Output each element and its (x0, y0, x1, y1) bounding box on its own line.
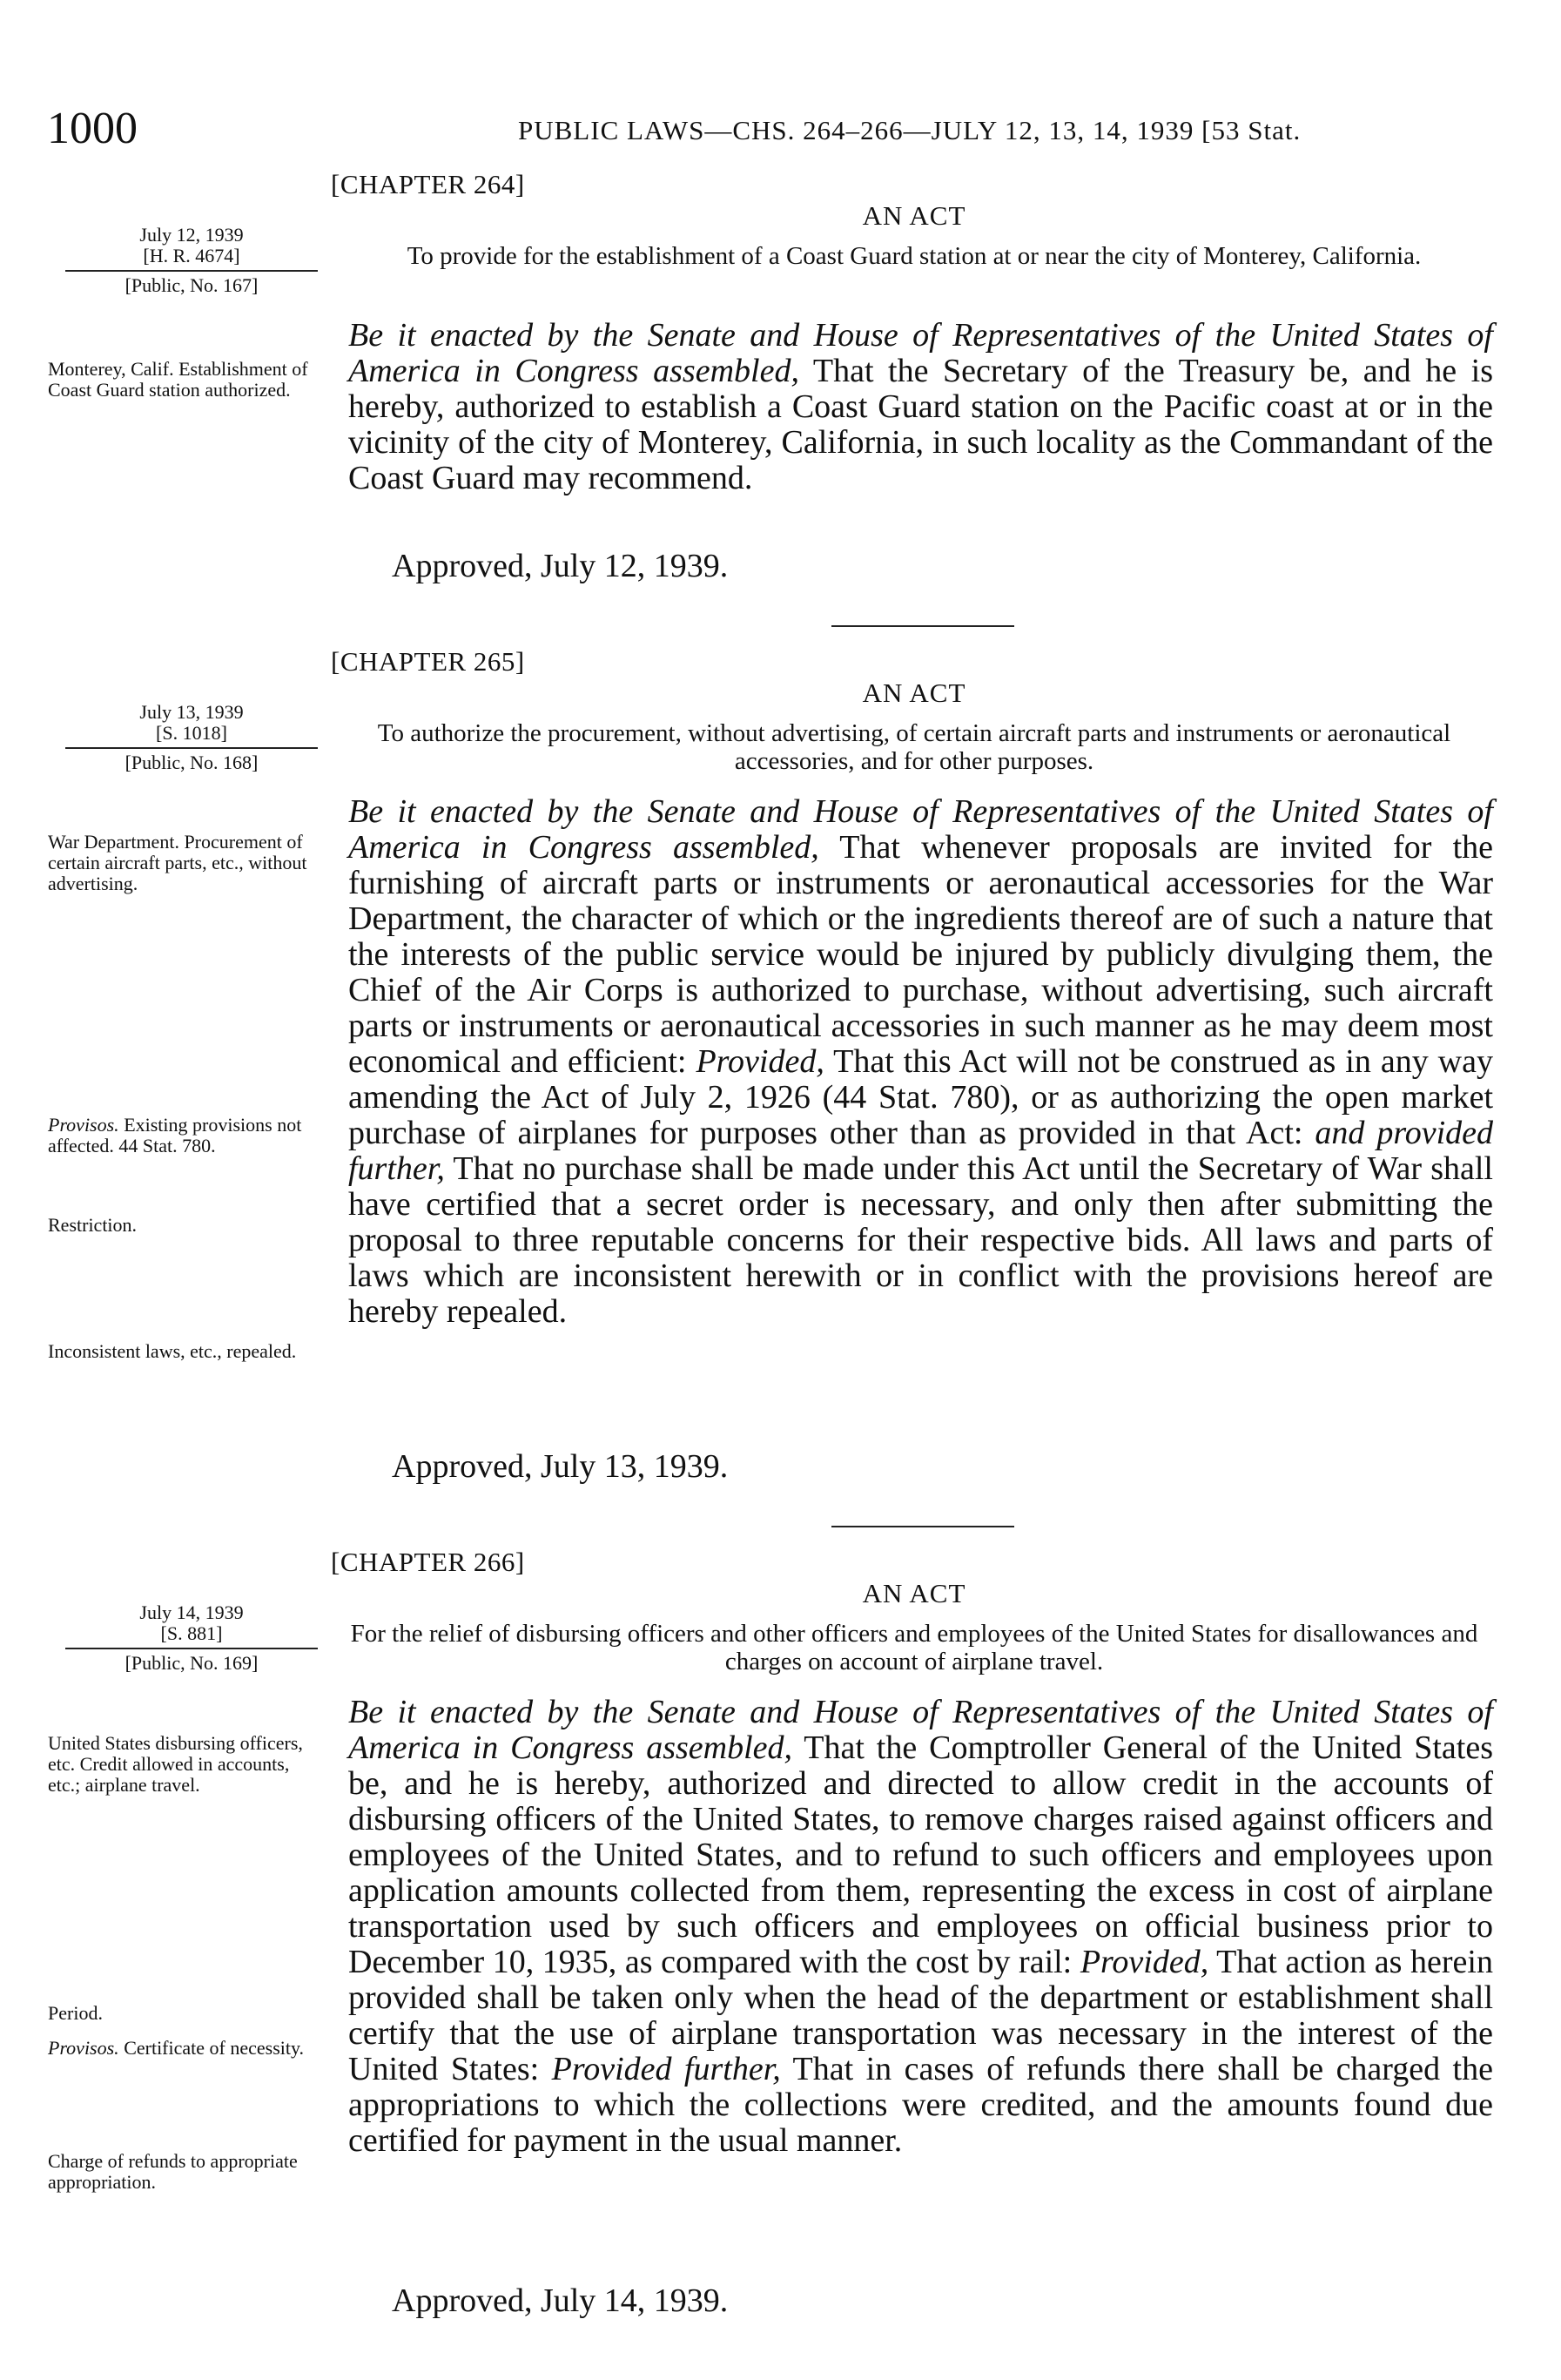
proviso: Provided, (1080, 1944, 1209, 1980)
proviso: and provided further, (348, 1115, 1494, 1187)
margin-bill-info (65, 1602, 318, 1674)
act-title: AN ACT (862, 1578, 966, 1608)
body-text: That no purchase shall be made under this Act until the Secretary of War shall have certified that a secret order is necessary, and only then after submitting the proposal to three reputable concerns for their respective bids. All laws and parts of laws which are inconsistent herewith or in conflict with the provisions hereof are hereby repealed. (348, 1150, 1493, 1330)
body-text: That the Comptroller General of the United States be, and he is hereby, authorized and directed to allow credit in the accounts of disbursing officers of the United States, to remove charges raised against officers and employees of the United States, and to refund to such officers and employees upon application amounts collected from them, representing the excess in cost of airplane transportation used by such officers and employees on official business prior to December 10, 1935, as compared with the cost by rail: (348, 1729, 1493, 1980)
act-purpose: To authorize the procurement, without advertising, of certain aircraft parts and instruments or aeronautical accessories, and for other purposes. (377, 719, 1451, 775)
margin-note: Inconsistent laws, etc., repealed. (48, 1340, 297, 1362)
margin-note-heading: Provisos. (48, 2037, 119, 2059)
margin-note: War Department. Procurement of certain aircraft parts, etc., without advertising. (48, 831, 307, 894)
approval-date: Approved, July 14, 1939. (392, 2282, 729, 2319)
act-body (348, 1695, 1493, 2159)
margin-note: Monterey, Calif. Establishment of Coast Guard station authorized. (48, 358, 308, 401)
margin-note: Restriction. (48, 1214, 138, 1236)
proviso: Provided, (696, 1043, 824, 1080)
body-text: That whenever proposals are invited for the furnishing of aircraft parts or instruments or aeronautical accessories for the War Department, the character of which or the ingredients thereof are of such a nature that the interests of the public service would be injured by publicly divulging them, the Chief of the Air Corps is authorized to purchase, without advertising, such aircraft parts or instruments or aeronautical accessories in such manner as he may deem most economical and efficient: (348, 829, 1493, 1080)
margin-note (48, 1115, 318, 1156)
body-text: That action as herein provided shall be taken only when the head of the department or establishment shall certify that the use of airplane transportation was necessary in the interest of the United States: (348, 1944, 1493, 2087)
act-title: AN ACT (862, 200, 966, 231)
chapter-label: [CHAPTER 265] (331, 646, 525, 677)
body-text: That the Secretary of the Treasury be, and he is hereby, authorized to establish a Coast Guard station on the Pacific coast at or in the vicinity of the city of Monterey, California, in such locality as the Commandant of the Coast Guard may recommend. (348, 353, 1493, 496)
act-body (348, 794, 1493, 1330)
running-head: PUBLIC LAWS—CHS. 264–266—JULY 12, 13, 14, 1939 [53 Stat. (518, 115, 1302, 145)
margin-bill: [S. 1018] (156, 722, 227, 744)
margin-bill: [S. 881] (160, 1622, 223, 1644)
margin-date: July 13, 1939 (139, 701, 244, 723)
body-text: That in cases of refunds there shall be charged the appropriations to which the collections were credited, and the amounts found due certified for payment in the usual manner. (348, 2051, 1493, 2159)
act-purpose: To provide for the establishment of a Coast Guard station at or near the city of Monterey, California. (407, 242, 1422, 270)
margin-rule (65, 1648, 318, 1649)
approval-date: Approved, July 12, 1939. (392, 548, 729, 584)
margin-note (48, 2038, 318, 2059)
margin-note: Charge of refunds to appropriate appropriation. (48, 2150, 298, 2193)
margin-public-law: [Public, No. 169] (124, 1652, 259, 1674)
enacting-clause: Be it enacted by the Senate and House of Representatives of the United States of America in Congress assembled, (348, 317, 1493, 389)
margin-note-heading: Provisos. (48, 1114, 119, 1136)
enacting-clause: Be it enacted by the Senate and House of Representatives of the United States of America in Congress assembled, (348, 1694, 1493, 1766)
margin-note-text: Existing provisions not affected. 44 Stat. 780. (48, 1114, 302, 1156)
chapter-label: [CHAPTER 266] (331, 1547, 525, 1577)
margin-note: United States disbursing officers, etc. Credit allowed in accounts, etc.; airplane travel. (48, 1732, 303, 1796)
margin-bill: [H. R. 4674] (143, 245, 240, 266)
margin-date: July 14, 1939 (139, 1601, 244, 1623)
approval-date: Approved, July 13, 1939. (392, 1448, 729, 1485)
enacting-clause: Be it enacted by the Senate and House of Representatives of the United States of America in Congress assembled, (348, 793, 1493, 866)
margin-date: July 12, 1939 (139, 224, 244, 246)
margin-public-law: [Public, No. 168] (124, 752, 259, 773)
chapter-divider (831, 1526, 1014, 1527)
body-text: That this Act will not be construed as in any way amending the Act of July 2, 1926 (44 Stat. 780), or as authorizing the open market purchase of airplanes for purposes other than as provided in that Act: (348, 1043, 1493, 1151)
act-purpose: For the relief of disbursing officers and other officers and employees of the United States for disallowances and charges on account of airplane travel. (350, 1620, 1478, 1675)
act-title: AN ACT (862, 678, 966, 708)
chapter-label: [CHAPTER 264] (331, 169, 525, 199)
page-number: 1000 (47, 104, 138, 153)
margin-public-law: [Public, No. 167] (124, 274, 259, 296)
margin-note-text: Certificate of necessity. (124, 2037, 305, 2059)
proviso: Provided further, (551, 2051, 781, 2087)
margin-note: Period. (48, 2002, 103, 2024)
